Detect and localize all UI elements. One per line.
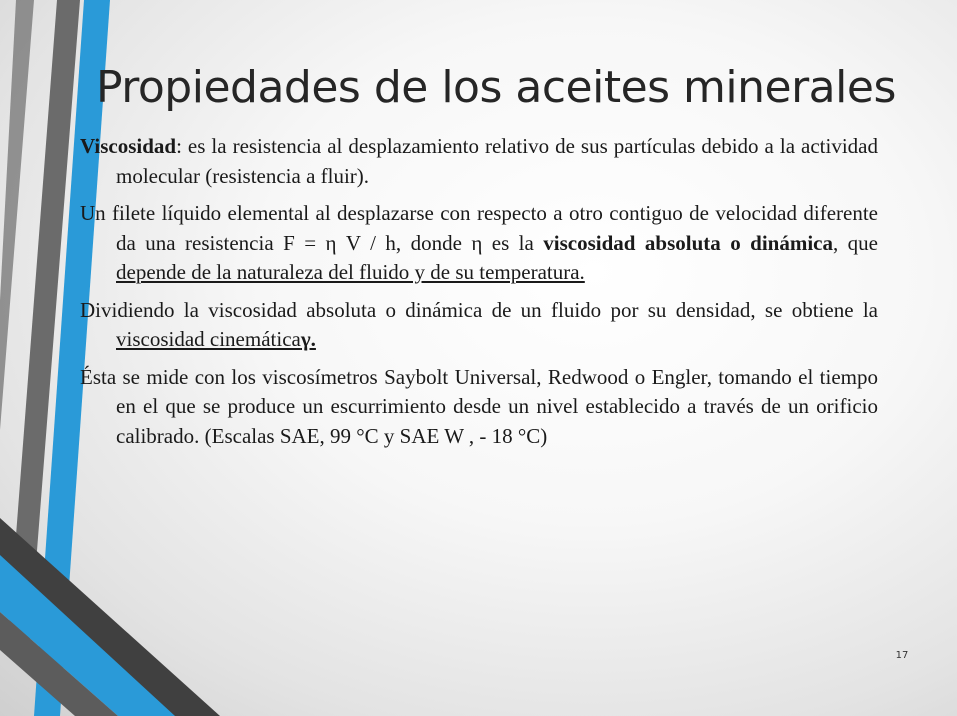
paragraph — [80, 199, 878, 288]
paragraph — [80, 132, 878, 191]
text-segment: γ. — [300, 327, 316, 351]
text-segment: viscosidad cinemática — [116, 327, 301, 351]
stripe-dark-top — [0, 0, 34, 430]
paragraph — [80, 363, 878, 452]
page-number: 17 — [895, 650, 909, 661]
slide-title: Propiedades de los aceites minerales — [96, 62, 896, 113]
slide-body — [80, 132, 878, 459]
text-segment: viscosidad absoluta o dinámica — [543, 230, 833, 255]
text-segment: , que — [832, 230, 878, 255]
text-segment: : es la resistencia al desplazamiento relativo de sus partículas debido a la actividad molecular (resistencia a fluir). — [116, 134, 878, 188]
text-segment: Viscosidad — [80, 134, 177, 158]
text-segment: Dividiendo la viscosidad absoluta o dinámica de un fluido por su densidad, se obtiene la — [80, 297, 878, 322]
paragraph — [80, 296, 878, 355]
text-segment: depende de la naturaleza del fluido y de su temperatura. — [116, 260, 585, 284]
text-segment: Ésta se mide con los viscosímetros Saybolt Universal, Redwood o Engler, tomando el tiempo en el que se produce un escurrimiento desde un nivel establecido a través de un orificio calibrado. (Escalas SAE, 99 °C y SAE W , - 18 °C) — [80, 364, 878, 448]
text-segment: Un filete líquido elemental al desplazarse con respecto a otro contiguo de velocidad diferente da una resistencia F = η V / h, donde η es la — [80, 201, 878, 255]
